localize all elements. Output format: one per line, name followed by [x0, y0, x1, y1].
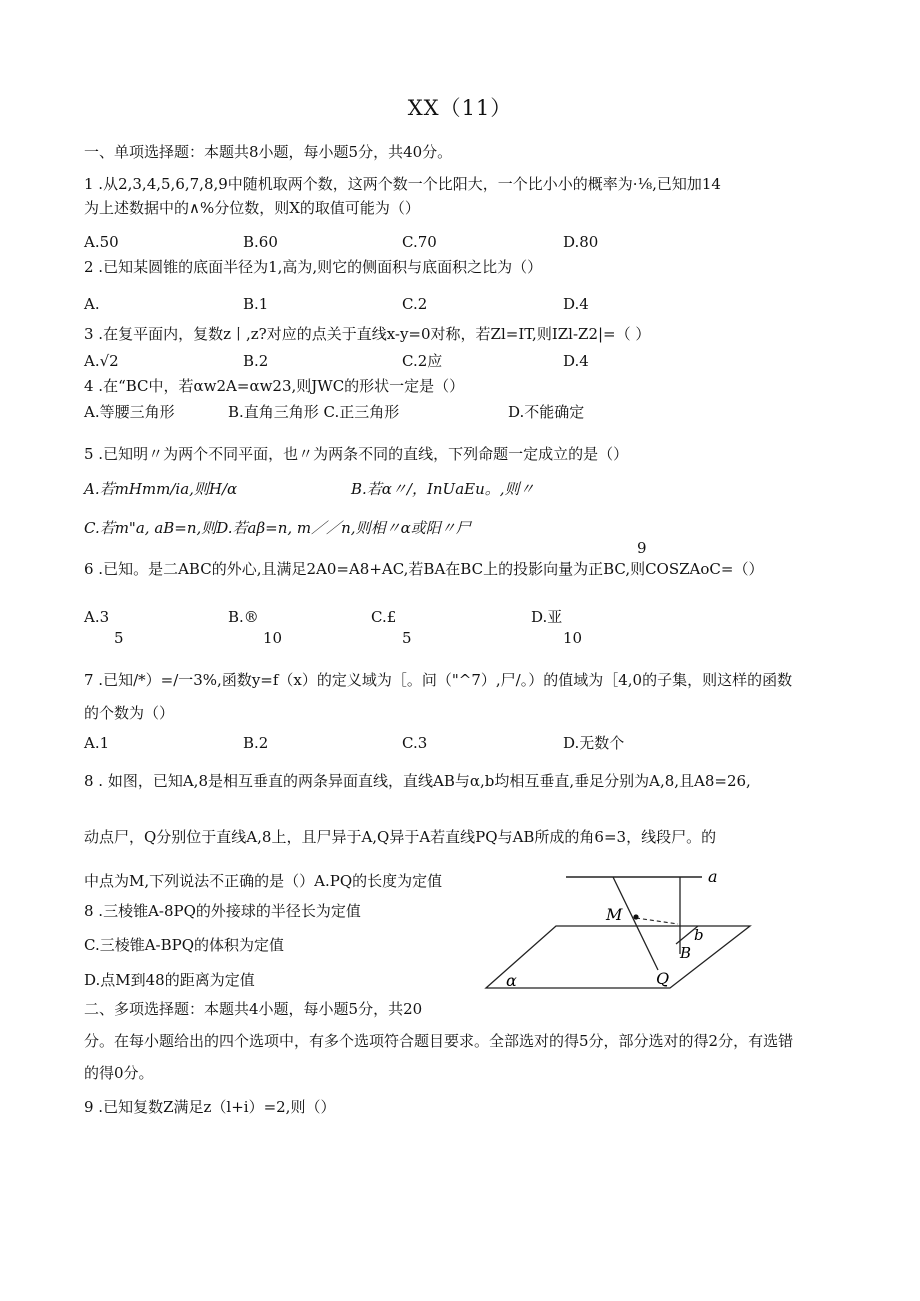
q8-text-line2: 动点尸，Q分别位于直线A,8上，且尸异于A,Q异于A若直线PQ与AB所成的角6=3，线段尸。的	[84, 828, 717, 846]
q8-option-b: 8 .三棱锥A-8PQ的外接球的半径长为定值	[84, 902, 361, 920]
label-q: Q	[656, 969, 670, 988]
label-alpha: α	[506, 971, 517, 990]
label-m: M	[606, 905, 623, 924]
q4-option-a: A.等腰三角形	[84, 403, 175, 421]
q6-option-b: B.®	[228, 608, 259, 626]
q6-superscript: 9	[637, 539, 647, 557]
q3-option-a: A.√2	[84, 352, 119, 370]
q7-option-c: C.3	[402, 734, 428, 752]
q5-option-cd: C.若m"a, aB=n,则D.若aβ=n, m／／n,则相〃α或阳〃尸	[84, 519, 471, 537]
q2-text: 2 .已知某圆锥的底面半径为1,高为,则它的侧面积与底面积之比为（）	[84, 258, 543, 276]
label-a: a	[708, 867, 718, 886]
q4-option-bc: B.直角三角形 C.正三角形	[228, 403, 400, 421]
q2-option-d: D.4	[563, 295, 589, 313]
plane-alpha	[486, 926, 750, 988]
q8-option-c: C.三棱锥A-BPQ的体积为定值	[84, 936, 285, 954]
q3-option-d: D.4	[563, 352, 589, 370]
q6-option-a: A.3	[84, 608, 110, 626]
q1-text-line2: 为上述数据中的∧%分位数，则X的取值可能为（）	[84, 199, 420, 217]
q2-option-c: C.2	[402, 295, 428, 313]
q1-option-a: A.50	[84, 233, 119, 251]
q6-option-c: C.£	[371, 608, 397, 626]
section1-header: 一、单项选择题：本题共8小题，每小题5分，共40分。	[84, 143, 453, 161]
q5-option-a: A.若mHmm/ia,则H∕α	[84, 480, 238, 498]
q7-option-b: B.2	[243, 734, 269, 752]
q1-option-d: D.80	[563, 233, 599, 251]
q4-text: 4 .在“BC中，若αw2A=αw23,则JWC的形状一定是（）	[84, 377, 465, 395]
section2-header-line3: 的得0分。	[84, 1064, 154, 1082]
q3-option-c: C.2应	[402, 352, 443, 370]
q1-option-b: B.60	[243, 233, 278, 251]
q7-text-line2: 的个数为（）	[84, 704, 175, 722]
page-title: XX（11）	[407, 96, 513, 120]
q6-text: 6 .已知。是二ABC的外心,且满足2A0=A8+AC,若BA在BC上的投影向量为正BC,则COSZAoC=（）	[84, 560, 764, 578]
q8-geometry-figure	[480, 862, 770, 997]
q6-denom-a: 5	[114, 629, 124, 647]
q7-option-a: A.1	[84, 734, 110, 752]
q3-text: 3 .在复平面内，复数z丨,z?对应的点关于直线x-y=0对称，若Zl=IT,则IZl-Z2|=（ ）	[84, 325, 651, 343]
q3-option-b: B.2	[243, 352, 269, 370]
q8-text-line3: 中点为M,下列说法不正确的是（）A.PQ的长度为定值	[84, 872, 443, 890]
q2-option-b: B.1	[243, 295, 269, 313]
q8-option-d: D.点M到48的距离为定值	[84, 971, 255, 989]
q6-denom-c: 5	[402, 629, 412, 647]
q6-option-d: D.亚	[531, 608, 563, 626]
point-m	[633, 914, 638, 919]
section2-header-line1: 二、多项选择题：本题共4小题，每小题5分，共20	[84, 1000, 423, 1018]
q4-option-d: D.不能确定	[508, 403, 585, 421]
q1-option-c: C.70	[402, 233, 437, 251]
section2-header-line2: 分。在每小题给出的四个选项中，有多个选项符合题目要求。全部选对的得5分，部分选对的得2分，有选错	[84, 1032, 794, 1050]
label-b: b	[694, 926, 704, 944]
dashed-line-m	[636, 918, 678, 924]
q5-option-b: B.若α〃/，InUaEu。,则〃	[351, 480, 535, 498]
q9-text: 9 .已知复数Z满足z（l+i）=2,则（）	[84, 1098, 336, 1116]
q2-option-a: A.	[84, 295, 100, 313]
q6-denom-b: 10	[263, 629, 283, 647]
q5-text: 5 .已知明〃为两个不同平面，也〃为两条不同的直线，下列命题一定成立的是（）	[84, 445, 629, 463]
q6-denom-d: 10	[563, 629, 583, 647]
q7-option-d: D.无数个	[563, 734, 625, 752]
q7-text-line1: 7 .已知/*）=/一3%,函数y=f（x）的定义域为［。问（"^7）,尸/。）的值域为［4,0的子集，则这样的函数	[84, 671, 793, 689]
q8-text-line1: 8 . 如图，已知A,8是相互垂直的两条异面直线，直线AB与α,b均相互垂直,垂足分别为A,8,且A8=26,	[84, 772, 751, 790]
label-big-b: B	[680, 944, 692, 962]
q1-text-line1: 1 .从2,3,4,5,6,7,8,9中随机取两个数，这两个数一个比阳大，一个比小小的概率为·⅛,已知加14	[84, 175, 721, 193]
